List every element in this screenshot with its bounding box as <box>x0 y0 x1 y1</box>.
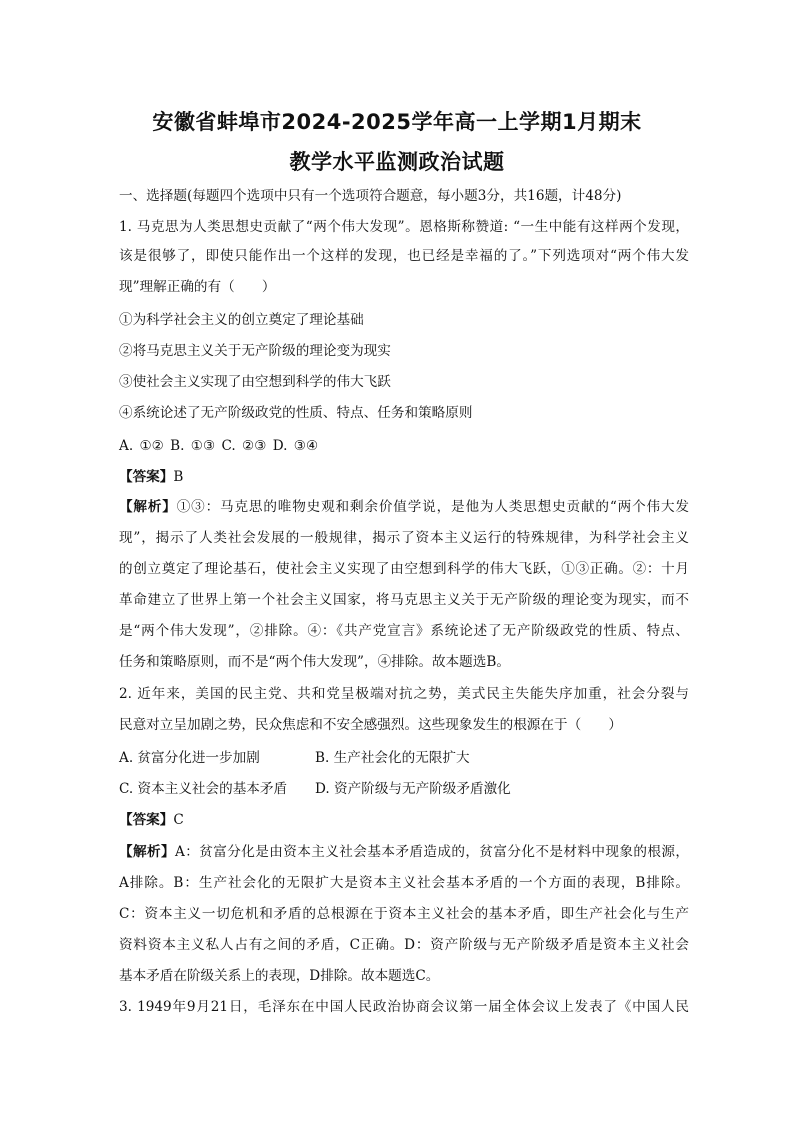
q2-option-c: C. 资本主义社会的基本矛盾 <box>119 781 288 797</box>
q2-analysis-line: 资料资本主义私人占有之间的矛盾，C正确。D：资产阶级与无产阶级矛盾是资本主义社会 <box>119 937 689 953</box>
q2-analysis-line: C：资本主义一切危机和矛盾的总根源在于资本主义社会的基本矛盾，即生产社会化与生产 <box>119 906 689 922</box>
answer-value: C <box>173 812 184 828</box>
q2-option-a: A. 贫富分化进一步加剧 <box>119 750 260 766</box>
q1-analysis-line: 的创立奠定了理论基石，使社会主义实现了由空想到科学的伟大飞跃，①③正确。②：十月 <box>119 561 689 577</box>
q1-analysis-line <box>119 497 689 517</box>
answer-label: 【答案】 <box>119 469 174 485</box>
analysis-label: 【解析】 <box>119 499 177 515</box>
section-heading: 一、选择题(每题四个选项中只有一个选项符合题意，每小题3分，共16题，计48分) <box>119 188 622 204</box>
q2-answer <box>119 810 689 830</box>
q2-analysis-line <box>119 842 689 862</box>
q1-item: ②将马克思主义关于无产阶级的理论变为现实 <box>119 343 391 359</box>
q2-stem-line: 民意对立呈加剧之势，民众焦虑和不安全感强烈。这些现象发生的根源在于（ ） <box>119 717 622 733</box>
q3-stem-line: 3. 1949年9月21日，毛泽东在中国人民政治协商会议第一届全体会议上发表了《中国人民 <box>119 999 689 1015</box>
q2-option-b: B. 生产社会化的无限扩大 <box>315 750 470 766</box>
q2-analysis-line: A排除。B：生产社会化的无限扩大是资本主义社会基本矛盾的一个方面的表现，B排除。 <box>119 875 689 891</box>
q1-stem-line: 现”理解正确的有（ ） <box>119 279 276 295</box>
document-title-line2: 教学水平监测政治试题 <box>289 150 505 174</box>
q2-analysis-line: 基本矛盾在阶级关系上的表现，D排除。故本题选C。 <box>119 968 440 984</box>
document-title-line1: 安徽省蚌埠市2024-2025学年高一上学期1月期末 <box>152 110 642 134</box>
answer-value: B <box>173 469 184 485</box>
q2-option-d: D. 资产阶级与无产阶级矛盾激化 <box>315 781 511 797</box>
answer-label: 【答案】 <box>119 812 174 828</box>
q1-stem-line: 1. 马克思为人类思想史贡献了“两个伟大发现”。恩格斯称赞道: “一生中能有这样两个发现， <box>119 219 689 235</box>
q2-options-row <box>119 779 689 799</box>
q1-item: ①为科学社会主义的创立奠定了理论基础 <box>119 312 364 328</box>
q1-analysis-line: 是“两个伟大发现”，②排除。④：《共产党宣言》系统论述了无产阶级政党的性质、特点、 <box>119 623 689 639</box>
analysis-label: 【解析】 <box>119 844 176 860</box>
q1-options: A. ①② B. ①③ C. ②③ D. ③④ <box>119 438 319 454</box>
q1-analysis-line: 任务和策略原则，而不是“两个伟大发现”，④排除。故本题选B。 <box>119 654 510 670</box>
analysis-text: A：贫富分化是由资本主义社会基本矛盾造成的，贫富分化不是材料中现象的根源， <box>175 844 690 860</box>
q1-item: ④系统论述了无产阶级政党的性质、特点、任务和策略原则 <box>119 405 473 421</box>
q2-stem-line: 2. 近年来，美国的民主党、共和党呈极端对抗之势，美式民主失能失序加重，社会分裂与 <box>119 686 689 702</box>
q1-analysis-line: 革命建立了世界上第一个社会主义国家，将马克思主义关于无产阶级的理论变为现实，而不 <box>119 592 689 608</box>
q1-stem-line: 该是很够了，即使只能作出一个这样的发现，也已经是幸福的了。”下列选项对“两个伟大发 <box>119 248 689 264</box>
q1-item: ③使社会主义实现了由空想到科学的伟大飞跃 <box>119 374 391 390</box>
q1-answer <box>119 467 689 487</box>
analysis-text: ①③：马克思的唯物史观和剩余价值学说，是他为人类思想史贡献的“两个伟大发 <box>176 499 689 515</box>
q1-analysis-line: 现”，揭示了人类社会发展的一般规律，揭示了资本主义运行的特殊规律，为科学社会主义 <box>119 530 689 546</box>
q2-options-row <box>119 748 689 768</box>
